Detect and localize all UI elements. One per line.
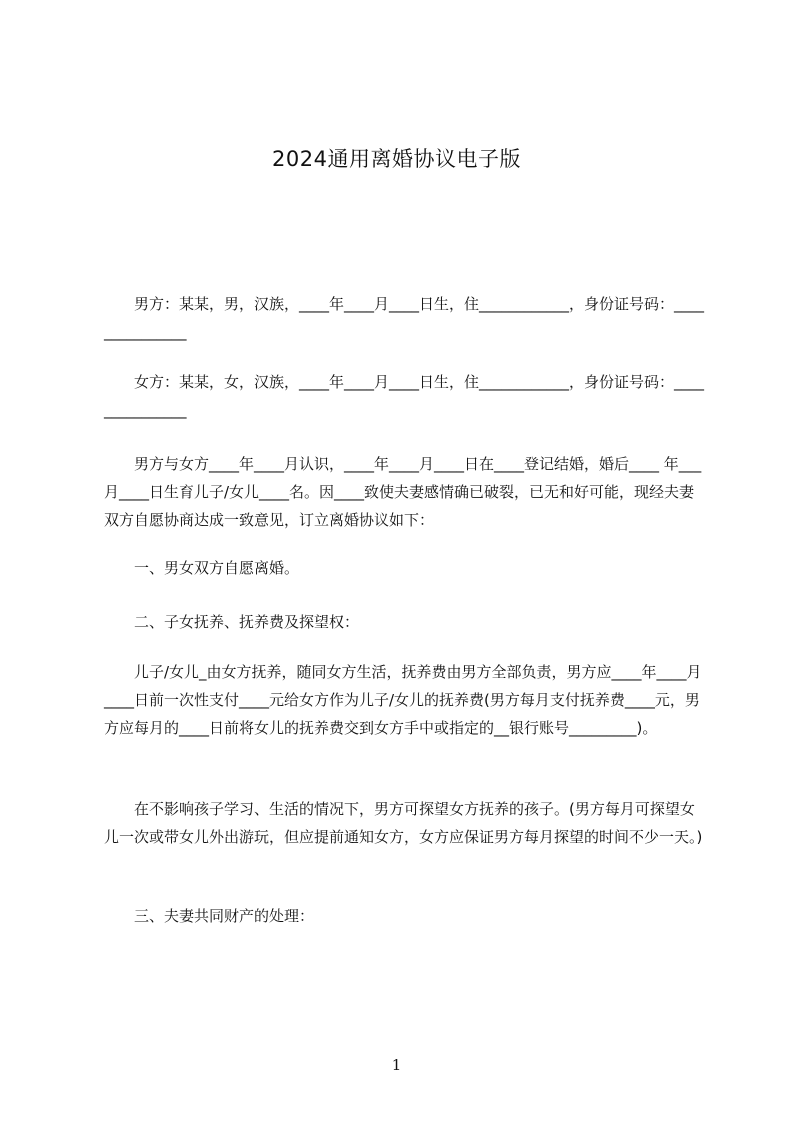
- paragraph-visitation: 在不影响孩子学习、生活的情况下，男方可探望女方抚养的孩子。(男方每月可探望女儿一次或带女儿外出游玩，但应提前通知女方，女方应保证男方每月探望的时间不少一天。): [104, 800, 703, 846]
- paragraph-child-custody: 儿子/女儿_由女方抚养，随同女方生活，抚养费由男方全部负责，男方应____年____月____日前一次性支付____元给女方作为儿子/女儿的抚养费(男方每月支付抚养费____元，男方应每月的____日前将女儿的抚养费交到女方手中或指定的__银行账号_________)。: [104, 663, 702, 737]
- paragraph-section-two-heading: 二、子女抚养、抚养费及探望权：: [104, 613, 360, 631]
- paragraph-section-three-heading: 三、夫妻共同财产的处理：: [104, 907, 315, 925]
- paragraph-male-party: 男方：某某，男，汉族，____年____月____日生，住____________，身份证号码：_______________: [104, 295, 705, 341]
- page-title: 2024通用离婚协议电子版: [272, 147, 521, 171]
- paragraph-section-one: 一、男女双方自愿离婚。: [104, 559, 300, 577]
- paragraph-female-party: 女方：某某，女，汉族，____年____月____日生，住____________，身份证号码：_______________: [104, 373, 705, 419]
- page-number: 1: [391, 1056, 402, 1074]
- paragraph-marriage-info: 男方与女方____年____月认识，____年____月____日在____登记结婚，婚后____ 年___月____日生育儿子/女儿____名。因____致使夫妻感情确已破裂，已无和好可能，现经夫妻双方自愿协商达成一致意见，订立离婚协议如下：: [104, 455, 702, 529]
